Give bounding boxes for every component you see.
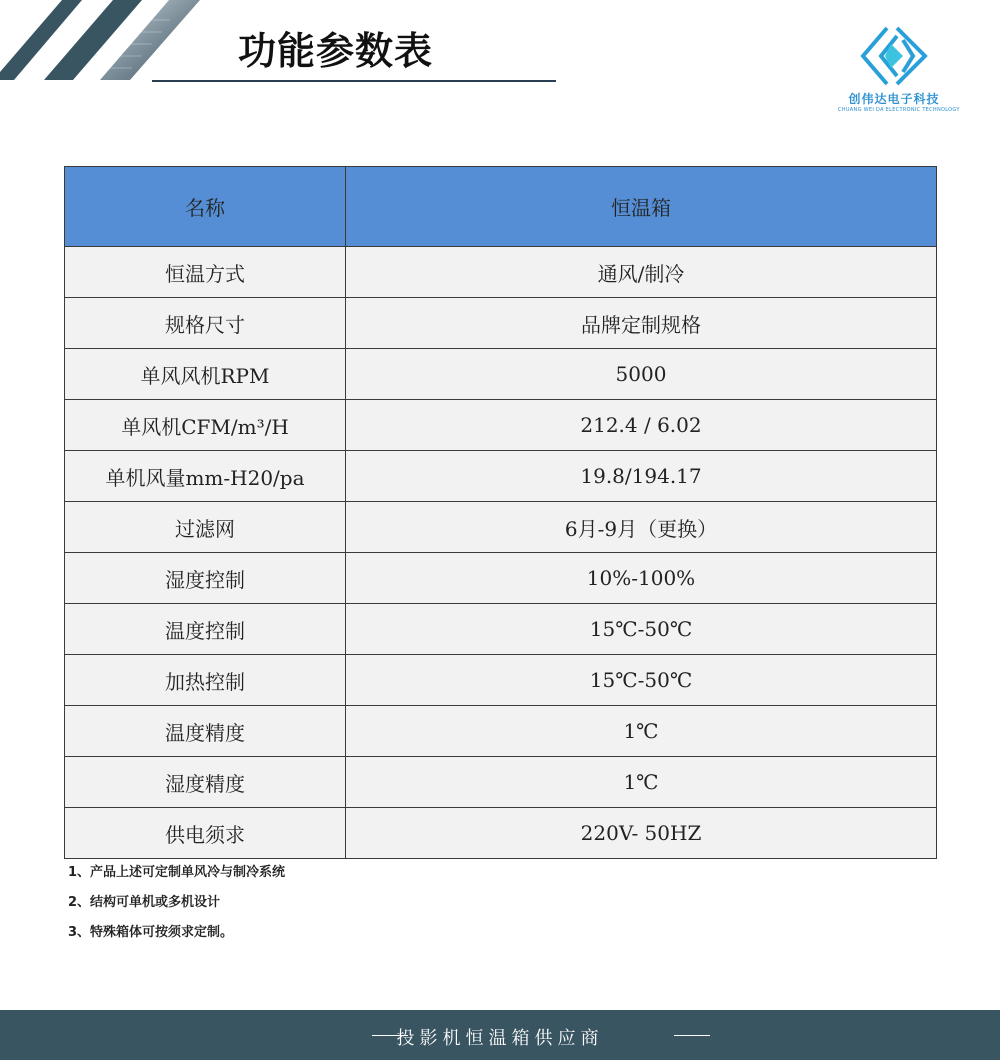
row-value: 6月-9月（更换） (346, 502, 937, 553)
row-label: 供电须求 (65, 808, 346, 859)
logo-name-en: CHUANG WEI DA ELECTRONIC TECHNOLOGY (838, 107, 960, 113)
row-label: 单风机CFM/m³/H (65, 400, 346, 451)
table-row (65, 451, 937, 502)
header-product: 恒温箱 (346, 167, 937, 247)
row-label: 恒温方式 (65, 247, 346, 298)
notes-list (68, 858, 285, 948)
note-item: 1、产品上述可定制单风冷与制冷系统 (68, 865, 286, 880)
table-row (65, 757, 937, 808)
note-item: 3、特殊箱体可按须求定制。 (68, 925, 234, 940)
row-value: 1℃ (346, 706, 937, 757)
footer-dash-right (674, 1035, 710, 1036)
logo-name-cn: 创伟达电子科技 (848, 92, 940, 106)
row-label: 温度控制 (65, 604, 346, 655)
note-item: 2、结构可单机或多机设计 (68, 895, 221, 910)
header-name: 名称 (65, 167, 346, 247)
row-value: 15℃-50℃ (346, 604, 937, 655)
row-value: 品牌定制规格 (346, 298, 937, 349)
row-label: 规格尺寸 (65, 298, 346, 349)
row-value: 212.4 / 6.02 (346, 400, 937, 451)
row-value: 10%-100% (346, 553, 937, 604)
table-header-row (65, 167, 937, 247)
page-title: 功能参数表 (238, 29, 434, 73)
header-decoration (0, 0, 200, 80)
footer-text: 投影机恒温箱供应商 (396, 1028, 604, 1049)
row-value: 5000 (346, 349, 937, 400)
table-row (65, 298, 937, 349)
table-row (65, 553, 937, 604)
table-row (65, 706, 937, 757)
footer-bar (0, 1010, 1000, 1060)
row-label: 过滤网 (65, 502, 346, 553)
row-value: 通风/制冷 (346, 247, 937, 298)
spec-table (64, 166, 937, 859)
table-row (65, 349, 937, 400)
title-underline (152, 80, 556, 82)
row-value: 1℃ (346, 757, 937, 808)
row-label: 湿度精度 (65, 757, 346, 808)
table-row (65, 808, 937, 859)
table-row (65, 502, 937, 553)
table-row (65, 400, 937, 451)
row-label: 加热控制 (65, 655, 346, 706)
row-label: 湿度控制 (65, 553, 346, 604)
row-value: 19.8/194.17 (346, 451, 937, 502)
company-logo (838, 24, 960, 118)
row-label: 温度精度 (65, 706, 346, 757)
row-value: 15℃-50℃ (346, 655, 937, 706)
row-label: 单风风机RPM (65, 349, 346, 400)
row-label: 单机风量mm-H20/pa (65, 451, 346, 502)
logo-mark-icon (857, 24, 931, 88)
table-row (65, 247, 937, 298)
row-value: 220V- 50HZ (346, 808, 937, 859)
table-row (65, 604, 937, 655)
table-row (65, 655, 937, 706)
